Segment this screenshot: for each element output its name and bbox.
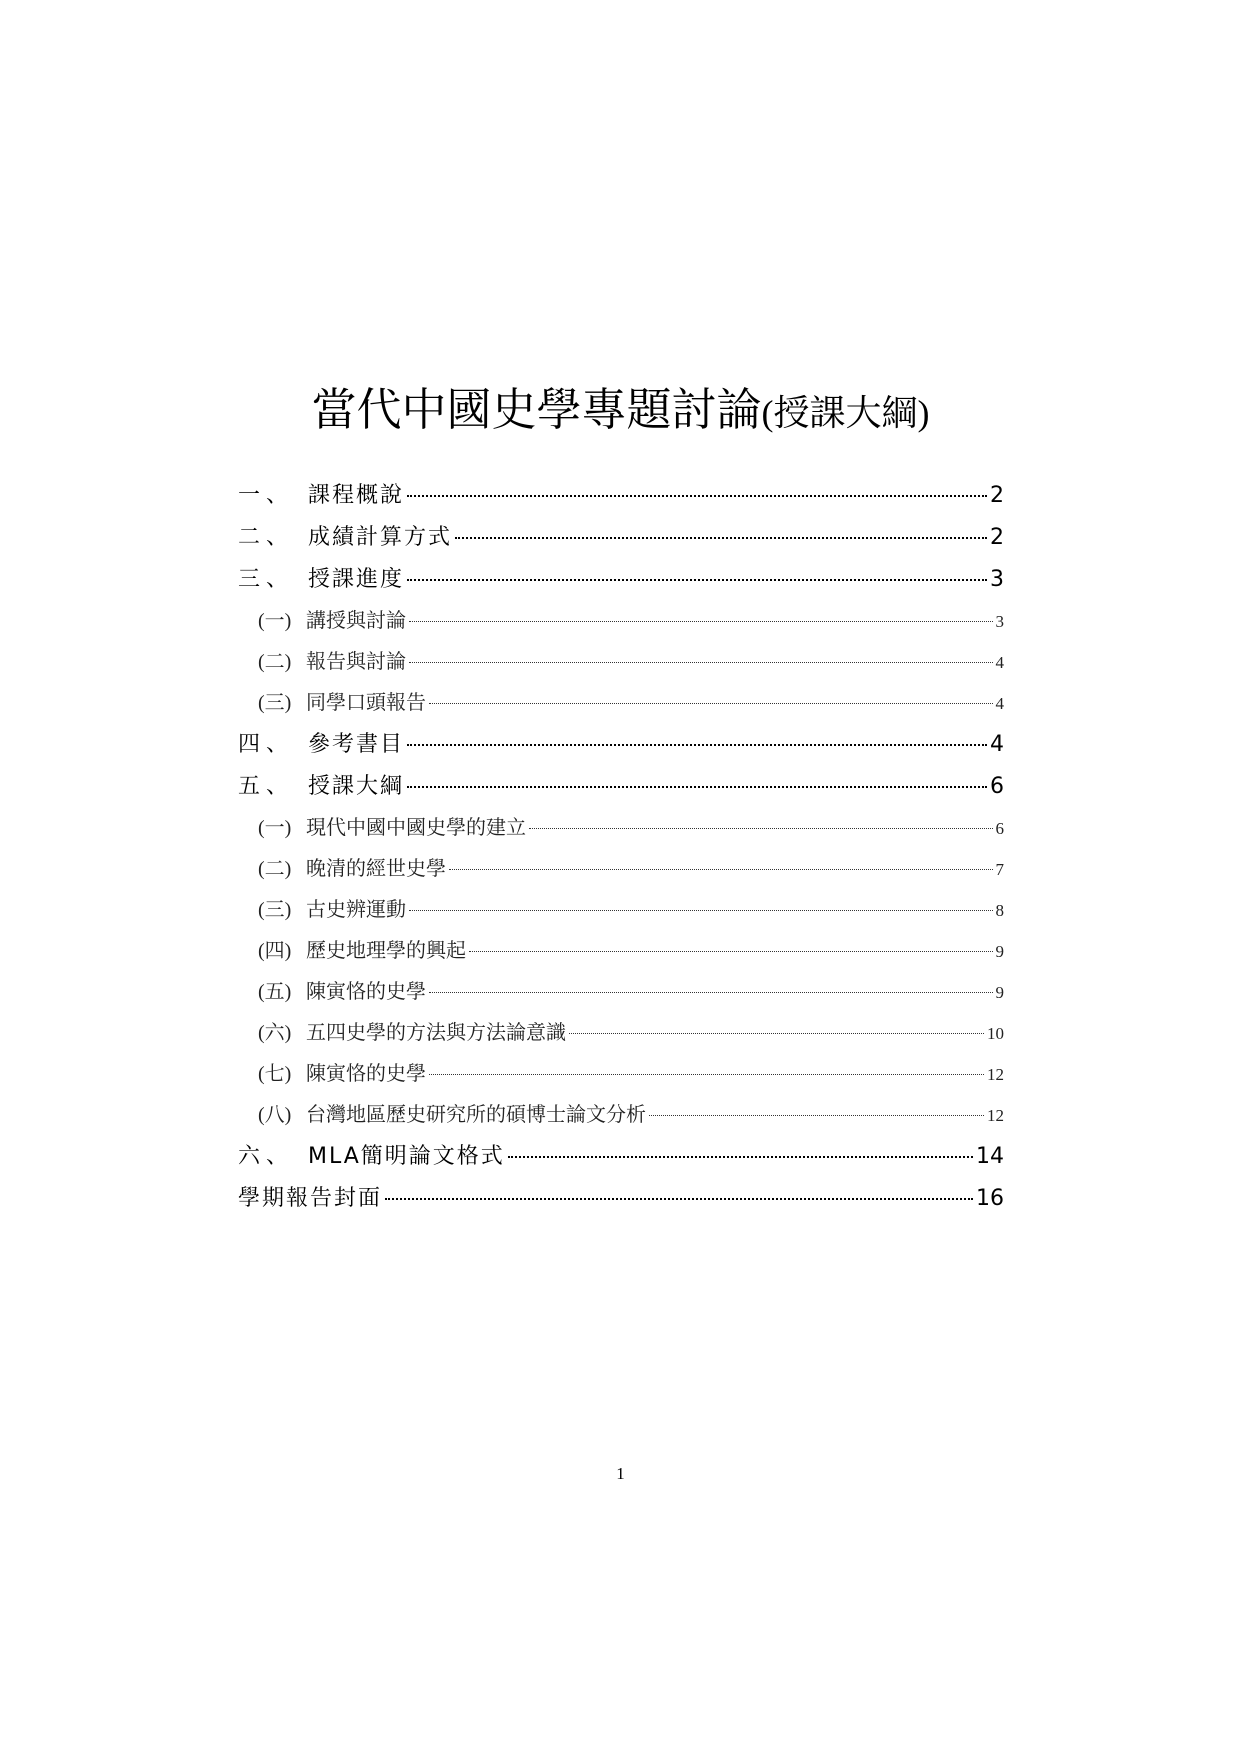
page-title	[0, 382, 1241, 441]
toc-entry-page-number: 4	[990, 732, 1004, 757]
toc-entry-label[interactable]: 授課進度	[308, 567, 405, 592]
toc-entry-label[interactable]: 課程概說	[308, 483, 405, 508]
toc-entry[interactable]	[238, 645, 1004, 686]
toc-entry-label[interactable]: 學期報告封面	[238, 1186, 383, 1211]
toc-entry[interactable]	[238, 604, 1004, 645]
toc-entry-page-number: 6	[990, 774, 1004, 799]
toc-entry-marker: 六、	[238, 1144, 295, 1169]
toc-entry-marker: 二、	[238, 525, 295, 550]
toc-entry[interactable]	[238, 1139, 1004, 1181]
toc-dot-leader	[409, 621, 993, 622]
table-of-contents	[238, 478, 1004, 1223]
toc-entry-marker: (一)	[258, 817, 292, 839]
toc-entry[interactable]	[238, 1057, 1004, 1098]
toc-entry-label[interactable]: 晚清的經世史學	[306, 858, 446, 880]
toc-entry-page-number: 3	[990, 567, 1004, 592]
toc-entry-marker: (五)	[258, 981, 292, 1003]
toc-entry-marker: (八)	[258, 1104, 292, 1126]
toc-dot-leader	[469, 951, 993, 952]
toc-entry[interactable]	[238, 1181, 1004, 1223]
toc-entry-marker: 五、	[238, 774, 295, 799]
toc-dot-leader	[429, 703, 993, 704]
toc-dot-leader	[455, 537, 987, 539]
toc-entry-marker: (三)	[258, 692, 292, 714]
title-subtitle: (授課大綱)	[761, 393, 930, 433]
toc-entry[interactable]	[238, 478, 1004, 520]
toc-entry-marker: (六)	[258, 1022, 292, 1044]
toc-entry-page-number: 8	[995, 901, 1004, 920]
toc-entry-label[interactable]: 講授與討論	[306, 610, 406, 632]
toc-entry[interactable]	[238, 975, 1004, 1016]
toc-entry-page-number: 14	[976, 1144, 1004, 1169]
toc-entry-marker: (七)	[258, 1063, 292, 1085]
toc-entry-marker: (一)	[258, 610, 292, 632]
toc-entry[interactable]	[238, 852, 1004, 893]
toc-entry-label[interactable]: 參考書目	[308, 732, 405, 757]
toc-dot-leader	[569, 1033, 984, 1034]
toc-entry-page-number: 12	[987, 1106, 1004, 1125]
toc-entry[interactable]	[238, 727, 1004, 769]
toc-entry[interactable]	[238, 562, 1004, 604]
toc-entry-marker: (二)	[258, 651, 292, 673]
toc-entry[interactable]	[238, 520, 1004, 562]
toc-entry-label[interactable]: 報告與討論	[306, 651, 406, 673]
toc-entry-marker: 一、	[238, 483, 295, 508]
toc-entry[interactable]	[238, 1016, 1004, 1057]
toc-entry-page-number: 6	[995, 819, 1004, 838]
toc-dot-leader	[529, 828, 993, 829]
toc-entry[interactable]	[238, 893, 1004, 934]
toc-entry-page-number: 2	[990, 483, 1004, 508]
toc-dot-leader	[649, 1115, 984, 1116]
toc-entry-label[interactable]: 現代中國中國史學的建立	[306, 817, 526, 839]
toc-entry-label[interactable]: 古史辨運動	[306, 899, 406, 921]
toc-entry-label[interactable]: 台灣地區歷史研究所的碩博士論文分析	[306, 1104, 646, 1126]
toc-dot-leader	[385, 1198, 973, 1200]
toc-entry-label[interactable]: 成績計算方式	[308, 525, 453, 550]
toc-entry-label[interactable]: 陳寅恪的史學	[306, 981, 426, 1003]
toc-entry-marker: (二)	[258, 858, 292, 880]
toc-entry-page-number: 4	[995, 653, 1004, 672]
toc-entry-label[interactable]: 五四史學的方法與方法論意識	[306, 1022, 566, 1044]
toc-dot-leader	[407, 786, 987, 788]
toc-entry-page-number: 9	[995, 942, 1004, 961]
toc-entry-page-number: 16	[976, 1186, 1004, 1211]
toc-entry-label[interactable]: 陳寅恪的史學	[306, 1063, 426, 1085]
toc-entry-page-number: 12	[987, 1065, 1004, 1084]
toc-dot-leader	[409, 910, 993, 911]
toc-entry-marker: (三)	[258, 899, 292, 921]
toc-dot-leader	[409, 662, 993, 663]
toc-entry-label[interactable]: 同學口頭報告	[306, 692, 426, 714]
toc-entry[interactable]	[238, 934, 1004, 975]
page-number: 1	[616, 1464, 625, 1483]
toc-entry[interactable]	[238, 811, 1004, 852]
toc-dot-leader	[407, 579, 987, 581]
toc-entry-marker: 三、	[238, 567, 295, 592]
toc-entry[interactable]	[238, 1098, 1004, 1139]
toc-entry-page-number: 3	[995, 612, 1004, 631]
toc-entry[interactable]	[238, 769, 1004, 811]
toc-dot-leader	[407, 744, 987, 746]
toc-entry-label[interactable]: 授課大綱	[308, 774, 405, 799]
toc-entry-page-number: 2	[990, 525, 1004, 550]
toc-dot-leader	[508, 1156, 973, 1158]
toc-dot-leader	[429, 1074, 984, 1075]
toc-entry-page-number: 7	[995, 860, 1004, 879]
toc-entry-marker: (四)	[258, 940, 292, 962]
toc-entry-label[interactable]: MLA簡明論文格式	[308, 1144, 505, 1169]
toc-dot-leader	[429, 992, 993, 993]
toc-entry-page-number: 4	[995, 694, 1004, 713]
title-main: 當代中國史學專題討論	[311, 383, 762, 436]
toc-entry[interactable]	[238, 686, 1004, 727]
toc-entry-label[interactable]: 歷史地理學的興起	[306, 940, 466, 962]
toc-dot-leader	[407, 495, 987, 497]
toc-dot-leader	[449, 869, 993, 870]
toc-entry-page-number: 9	[995, 983, 1004, 1002]
toc-entry-marker: 四、	[238, 732, 295, 757]
toc-entry-page-number: 10	[987, 1024, 1004, 1043]
